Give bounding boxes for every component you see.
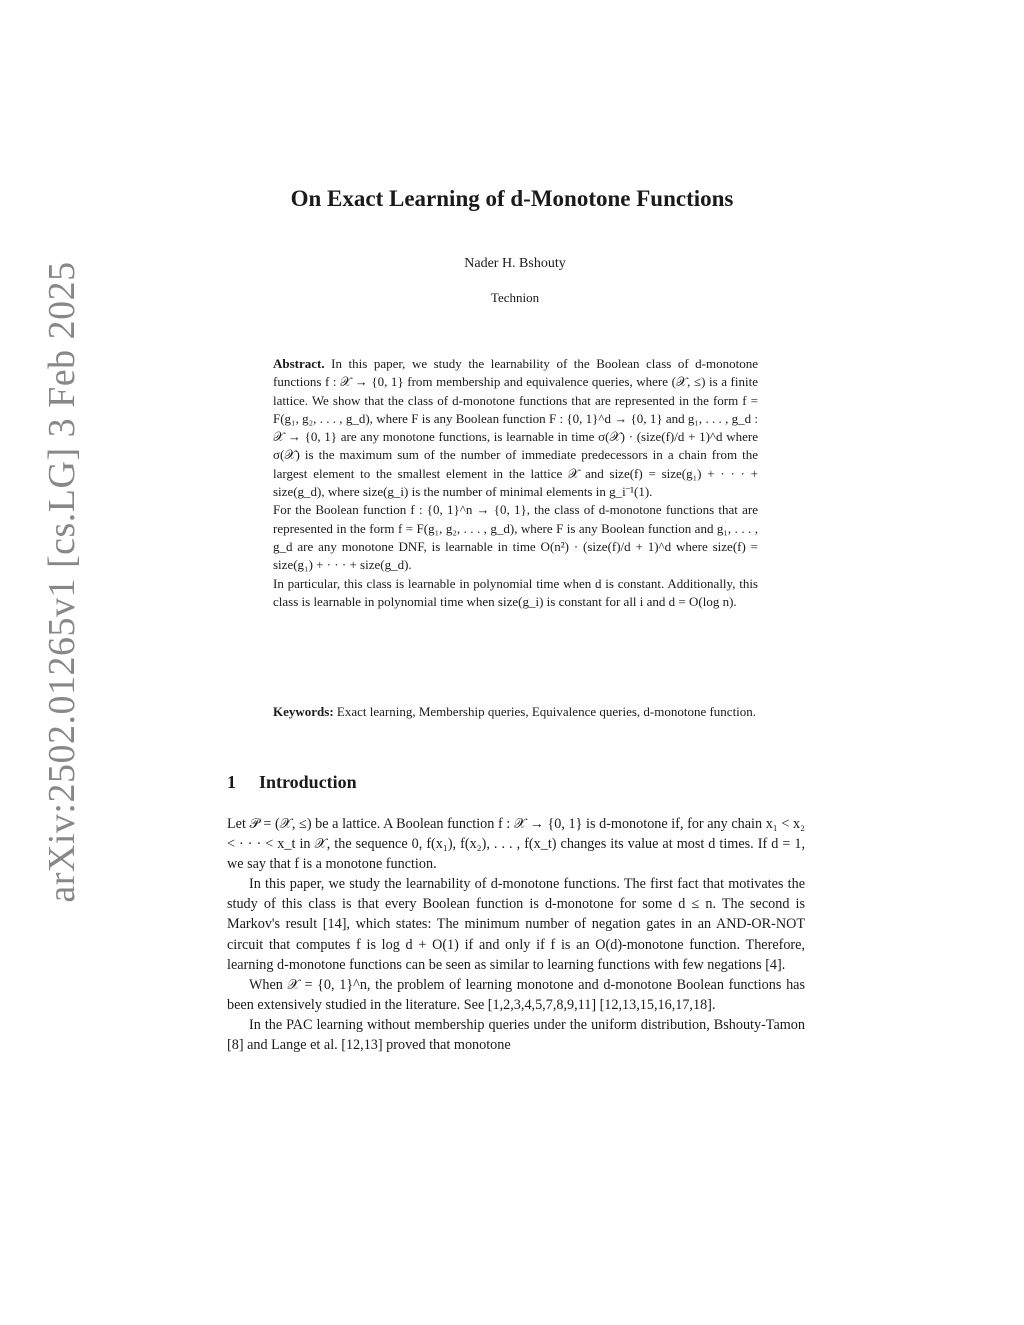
abstract-paragraph-1 [273,355,758,501]
section-heading [227,772,357,793]
keywords-block [273,703,758,721]
section-number: 1 [227,772,236,792]
author-name: Nader H. Bshouty [464,256,566,271]
abstract-text-1: In this paper, we study the learnability of the Boolean class of d-monotone functions f : 𝒳 → {0, 1} from membership and equivalence queries, where (𝒳, ≤) is a finite lattice. We show that the class of d-monotone functions that are represented in the form f = F(g₁, g₂, . . . , g_d), where F is any Boolean function F : {0, 1}^d → {0, 1} and g₁, . . . , g_d : 𝒳 → {0, 1} are any monotone functions, is learnable in time σ(𝒳) · (size(f)/d + 1)^d where σ(𝒳) is the maximum sum of the number of immediate predecessors in a chain from the largest element to the smallest element in the lattice 𝒳 and size(f) = size(g₁) + · · · + size(g_d), where size(g_i) is the number of minimal elements in g_i⁻¹(1). [273,356,759,500]
intro-paragraph-4: In the PAC learning without membership queries under the uniform distribution, Bshouty-Tamon [8] and Lange et al. [12,13] proved that monotone [227,1016,805,1054]
keywords-label: Keywords: [273,704,334,719]
intro-paragraph-3: When 𝒳 = {0, 1}^n, the problem of learning monotone and d-monotone Boolean functions has been extensively studied in the literature. See [1,2,3,4,5,7,8,9,11] [12,13,15,16,17,18]. [227,976,805,1013]
abstract-block [273,355,758,611]
abstract-label: Abstract. [273,356,325,371]
abstract-paragraph-3: In particular, this class is learnable in polynomial time when d is constant. Additionally, this class is learnable in polynomial time when size(g_i) is constant for all i and d = O(log n). [273,575,758,609]
paper-title: On Exact Learning of d-Monotone Functions [290,186,734,211]
introduction-body [227,814,805,1055]
keywords-text: Exact learning, Membership queries, Equivalence queries, d-monotone function. [336,704,757,719]
arxiv-identifier-stamp: arXiv:2502.01265v1 [cs.LG] 3 Feb 2025 [41,261,83,903]
intro-paragraph-2: In this paper, we study the learnability of d-monotone functions. The first fact that motivates the study of this class is that every Boolean function is d-monotone for some d ≤ n. The second is Markov's result [14], which states: The minimum number of negation gates in an AND-OR-NOT circuit that computes f is log d + O(1) if and only if f is an O(d)-monotone function. Therefore, learning d-monotone functions can be seen as similar to learning functions with few negations [4]. [227,876,805,973]
intro-paragraph-1: Let 𝒫 = (𝒳, ≤) be a lattice. A Boolean function f : 𝒳 → {0, 1} is d-monotone if, for any chain x₁ < x₂ < · · · < x_t in 𝒳, the sequence 0, f(x₁), f(x₂), . . . , f(x_t) changes its value at most d times. If d = 1, we say that f is a monotone function. [227,816,805,873]
abstract-paragraph-2: For the Boolean function f : {0, 1}^n → {0, 1}, the class of d-monotone functions that are represented in the form f = F(g₁, g₂, . . . , g_d), where F is any Boolean function and g₁, . . . , g_d are any monotone DNF, is learnable in time O(n²) · (size(f)/d + 1)^d where size(f) = size(g₁) + · · · + size(g_d). [273,502,758,573]
author-affiliation: Technion [490,290,540,305]
section-title-text: Introduction [259,772,357,792]
